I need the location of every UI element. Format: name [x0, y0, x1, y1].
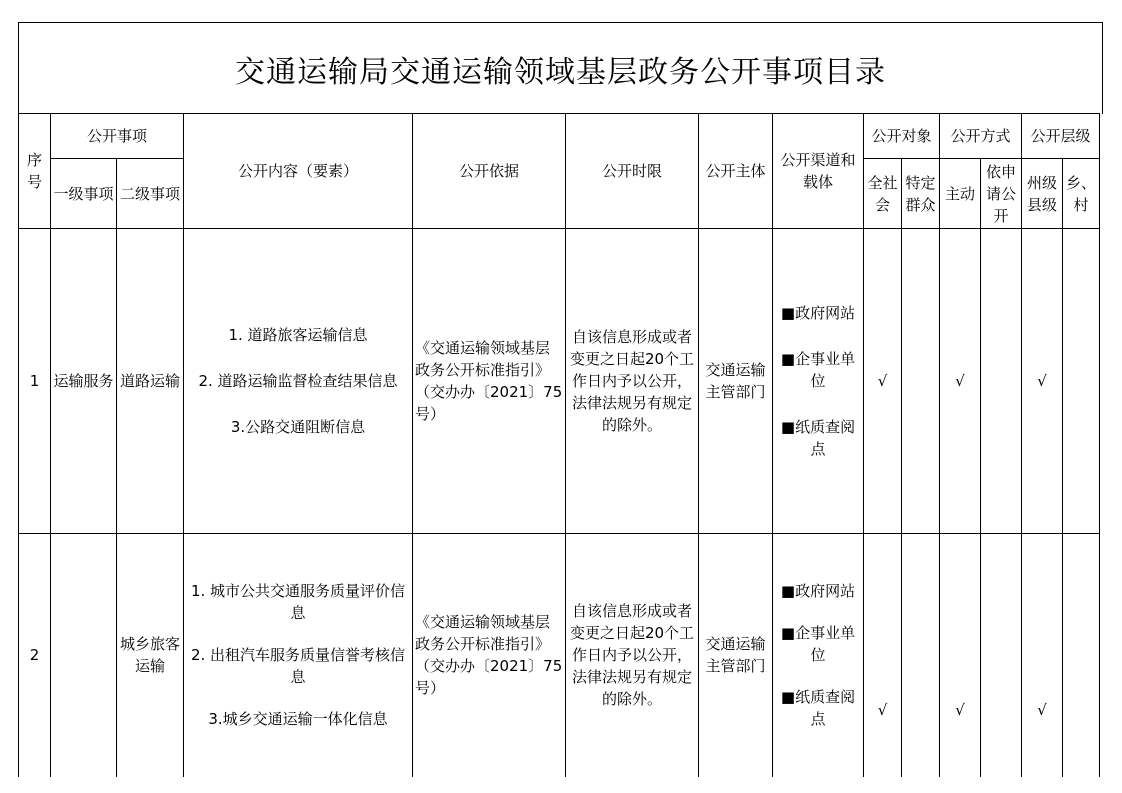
- channel-item: ■政府网站: [780, 582, 856, 601]
- title-cell: [18, 22, 1103, 114]
- table-row: [19, 229, 1100, 534]
- channel-item: ■企事业单位: [780, 624, 856, 665]
- header-subject: 公开主体: [699, 114, 773, 229]
- header-level1: 一级事项: [51, 159, 117, 229]
- cell-basis: 《交通运输领域基层政务公开标准指引》（交办办〔2021〕75号）: [413, 229, 566, 534]
- cell-level2: 道路运输: [117, 229, 184, 534]
- cell-channels: [773, 534, 864, 777]
- content-item: 3.城乡交通运输一体化信息: [208, 710, 388, 729]
- header-method-apply: 依申请公开: [981, 159, 1022, 229]
- page-title: 交通运输局交通运输领域基层政务公开事项目录: [235, 54, 886, 90]
- cell-level2: 城乡旅客运输: [117, 534, 184, 777]
- cell-method-active: √: [940, 229, 981, 534]
- header-target-special: 特定群众: [902, 159, 940, 229]
- cell-content: [184, 534, 413, 777]
- catalog-table: [18, 113, 1100, 777]
- cell-method-apply: [981, 534, 1022, 777]
- channel-item: ■企事业单位: [780, 350, 856, 390]
- header-target: 公开对象: [864, 114, 940, 159]
- content-item: 3.公路交通阻断信息: [230, 418, 366, 436]
- cell-target-all: √: [864, 534, 902, 777]
- content-item: 2. 道路运输监督检查结果信息: [198, 372, 398, 390]
- header-tier: 公开层级: [1022, 114, 1100, 159]
- cell-basis: 《交通运输领域基层政务公开标准指引》（交办办〔2021〕75号）: [413, 534, 566, 777]
- header-level2: 二级事项: [117, 159, 184, 229]
- cell-tier-village: [1063, 534, 1100, 777]
- channel-item: ■政府网站: [780, 304, 856, 322]
- cell-content: [184, 229, 413, 534]
- header-seq: 序号: [19, 114, 51, 229]
- cell-level1: 运输服务: [51, 229, 117, 534]
- header-method-active: 主动: [940, 159, 981, 229]
- cell-channels: [773, 229, 864, 534]
- content-item: 1. 城市公共交通服务质量评价信息: [190, 582, 406, 623]
- header-items: 公开事项: [51, 114, 184, 159]
- cell-time-limit: 自该信息形成或者变更之日起20个工作日内予以公开，法律法规另有规定的除外。: [566, 229, 699, 534]
- header-basis: 公开依据: [413, 114, 566, 229]
- header-row-1: [19, 114, 1100, 159]
- header-channel: 公开渠道和载体: [773, 114, 864, 229]
- header-target-all: 全社会: [864, 159, 902, 229]
- header-tier-village: 乡、村: [1063, 159, 1100, 229]
- cell-time-limit: 自该信息形成或者变更之日起20个工作日内予以公开，法律法规另有规定的除外。: [566, 534, 699, 777]
- content-item: 2. 出租汽车服务质量信誉考核信息: [190, 646, 406, 687]
- cell-tier-village: [1063, 229, 1100, 534]
- channel-item: ■纸质查阅点: [780, 688, 856, 729]
- cell-method-apply: [981, 229, 1022, 534]
- cell-seq: 1: [19, 229, 51, 534]
- header-time-limit: 公开时限: [566, 114, 699, 229]
- table-row: [19, 534, 1100, 777]
- cell-method-active: √: [940, 534, 981, 777]
- cell-subject: 交通运输主管部门: [699, 229, 773, 534]
- header-method: 公开方式: [940, 114, 1022, 159]
- cell-target-all: √: [864, 229, 902, 534]
- cell-level1: [51, 534, 117, 777]
- cell-target-special: [902, 229, 940, 534]
- header-tier-county: 州级县级: [1022, 159, 1063, 229]
- cell-tier-county: √: [1022, 229, 1063, 534]
- content-item: 1. 道路旅客运输信息: [228, 326, 368, 344]
- cell-seq: 2: [19, 534, 51, 777]
- cell-tier-county: √: [1022, 534, 1063, 777]
- cell-target-special: [902, 534, 940, 777]
- channel-item: ■纸质查阅点: [780, 418, 856, 458]
- cell-subject: 交通运输主管部门: [699, 534, 773, 777]
- header-content: 公开内容（要素）: [184, 114, 413, 229]
